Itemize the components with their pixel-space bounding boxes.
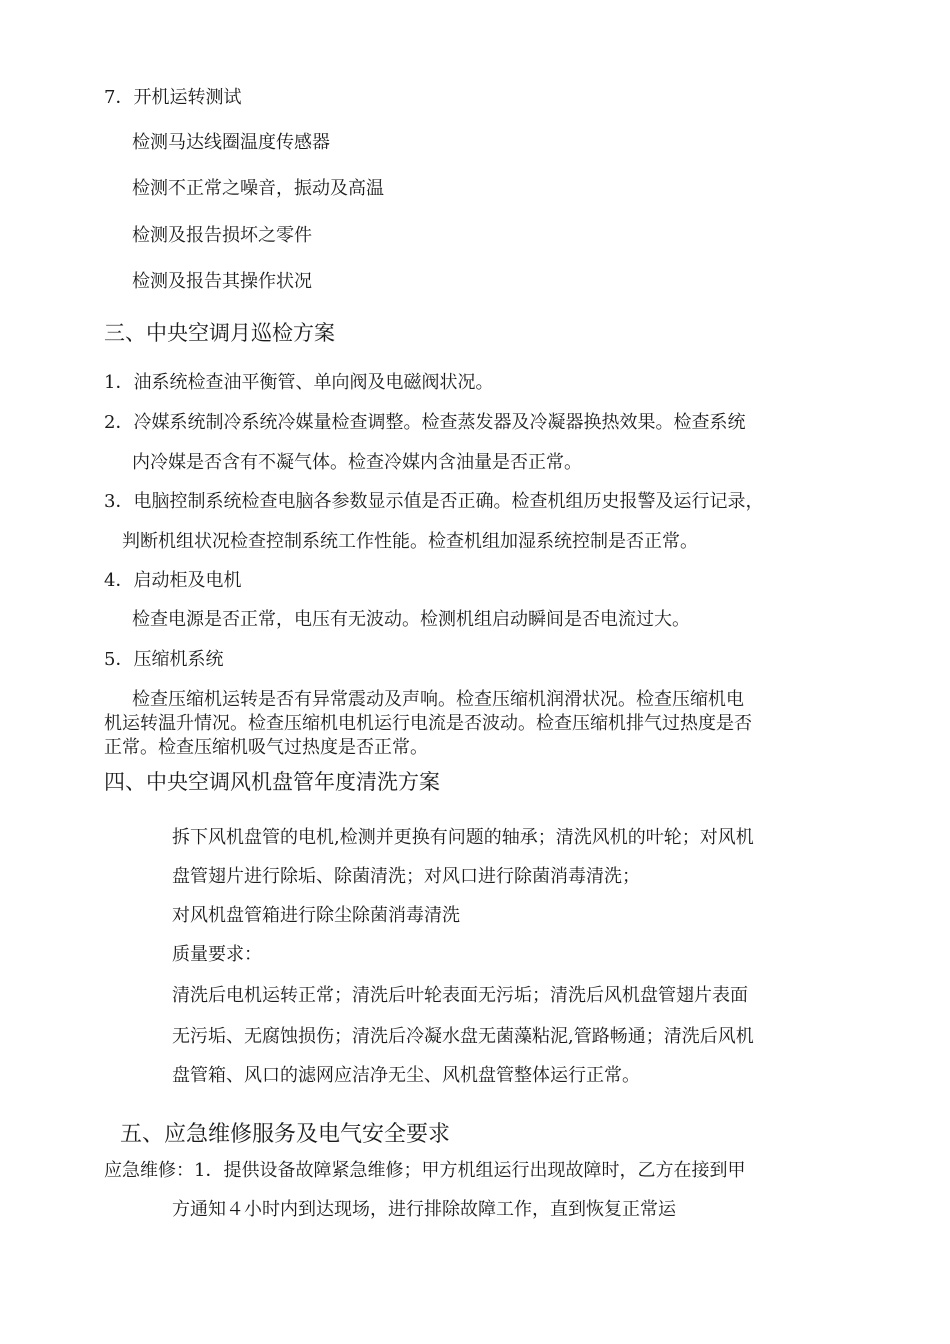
paragraph: 应急维修：1．提供设备故障紧急维修；甲方机组运行出现故障时，乙方在接到甲 — [104, 1160, 746, 1181]
paragraph: 机运转温升情况。检查压缩机电机运行电流是否波动。检查压缩机排气过热度是否 — [104, 713, 752, 734]
paragraph: 对风机盘管箱进行除尘除菌消毒清洗 — [172, 905, 460, 926]
paragraph: 检查压缩机运转是否有异常震动及声响。检查压缩机润滑状况。检查压缩机电 — [132, 689, 744, 710]
paragraph: 方通知４小时内到达现场，进行排除故障工作，直到恢复正常运 — [172, 1199, 676, 1220]
paragraph: 内冷媒是否含有不凝气体。检查冷媒内含油量是否正常。 — [132, 452, 582, 473]
paragraph: 清洗后电机运转正常；清洗后叶轮表面无污垢；清洗后风机盘管翅片表面 — [172, 985, 748, 1006]
paragraph: 拆下风机盘管的电机,检测并更换有问题的轴承；清洗风机的叶轮；对风机 — [172, 827, 754, 848]
paragraph: 盘管翅片进行除垢、除菌清洗；对风口进行除菌消毒清洗； — [172, 866, 640, 887]
paragraph: 检查电源是否正常，电压有无波动。检测机组启动瞬间是否电流过大。 — [132, 609, 690, 630]
list-item: 检测不正常之噪音，振动及高温 — [132, 178, 384, 199]
section-heading: 三、中央空调月巡检方案 — [104, 321, 335, 345]
section-7-title: 7．开机运转测试 — [104, 87, 242, 108]
subsection-title: 4．启动柜及电机 — [104, 570, 242, 591]
paragraph: 正常。检查压缩机吸气过热度是否正常。 — [104, 737, 428, 758]
list-item: 检测及报告损坏之零件 — [132, 225, 312, 246]
paragraph: 质量要求： — [172, 944, 262, 965]
paragraph: 无污垢、无腐蚀损伤；清洗后冷凝水盘无菌藻粘泥,管路畅通；清洗后风机 — [172, 1026, 754, 1047]
paragraph: 盘管箱、风口的滤网应洁净无尘、风机盘管整体运行正常。 — [172, 1065, 640, 1086]
section-heading: 五、应急维修服务及电气安全要求 — [120, 1122, 451, 1147]
paragraph: 1．油系统检查油平衡管、单向阀及电磁阀状况。 — [104, 372, 494, 393]
subsection-title: 5．压缩机系统 — [104, 649, 224, 670]
list-item: 检测及报告其操作状况 — [132, 271, 312, 292]
paragraph: 2．冷媒系统制冷系统冷媒量检查调整。检查蒸发器及冷凝器换热效果。检查系统 — [104, 412, 746, 433]
paragraph: 3．电脑控制系统检查电脑各参数显示值是否正确。检查机组历史报警及运行记录， — [104, 491, 764, 512]
paragraph: 判断机组状况检查控制系统工作性能。检查机组加湿系统控制是否正常。 — [122, 531, 698, 552]
list-item: 检测马达线圈温度传感器 — [132, 132, 330, 153]
section-heading: 四、中央空调风机盘管年度清洗方案 — [104, 770, 440, 794]
